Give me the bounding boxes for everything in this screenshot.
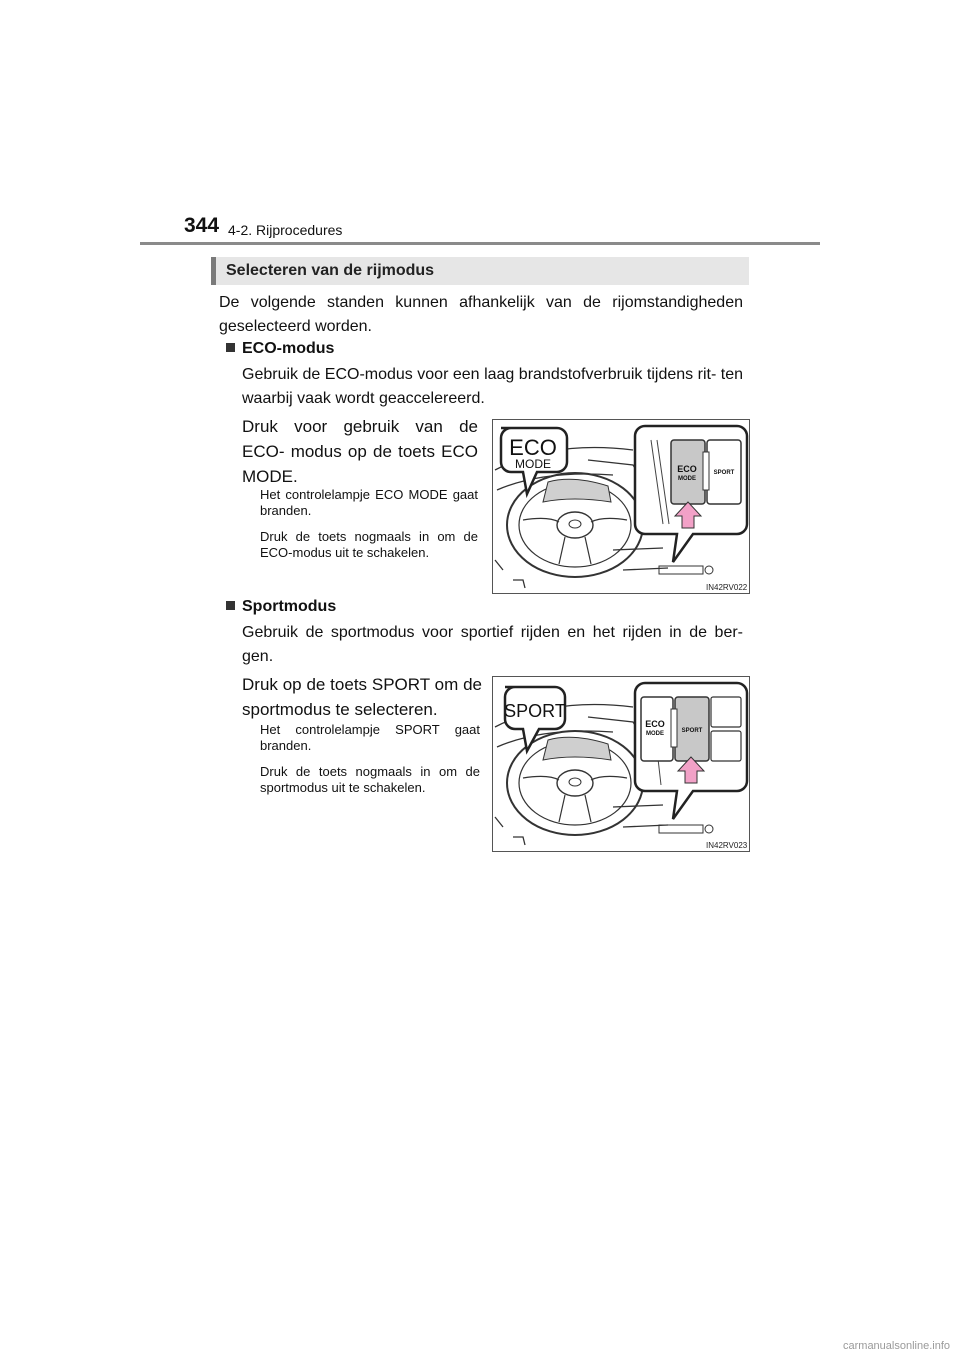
sport-mode-heading (226, 598, 336, 616)
eco-mode-heading-text: ECO-modus (242, 340, 335, 357)
header-divider (140, 242, 820, 245)
sport-button-label: SPORT (681, 728, 703, 734)
bullet-square-icon (226, 601, 235, 610)
sport-mode-description: Gebruik de sportmodus voor sportief rijden en het rijden in de ber- gen. (242, 624, 743, 665)
chapter-title: 4-2. Rijprocedures (228, 222, 343, 238)
watermark-logo: carmanualsonline.info (843, 1340, 951, 1352)
eco-button-label: ECO (645, 719, 665, 729)
sport-mode-illustration (492, 676, 750, 852)
sport-illustration-code: IN42RV023 (706, 841, 748, 850)
sport-mode-instruction: Druk op de toets SPORT om de sportmodus te selecteren. (242, 675, 482, 719)
eco-dashboard-drawing (493, 420, 749, 593)
sport-mode-heading-text: Sportmodus (242, 598, 337, 615)
eco-button-sublabel: MODE (646, 731, 664, 737)
callout-eco-label: ECO (509, 435, 557, 460)
callout-sport-label: SPORT (504, 701, 566, 721)
bullet-square-icon (226, 343, 235, 352)
sport-button-label: SPORT (713, 470, 735, 476)
callout-mode-label: MODE (515, 457, 551, 471)
eco-illustration-code: IN42RV022 (706, 583, 748, 592)
section-title: Selecteren van de rijmodus (226, 262, 435, 279)
page-number: 344 (184, 214, 220, 237)
eco-mode-illustration (492, 419, 750, 594)
sport-mode-note-2: Druk de toets nogmaals in om de sportmodus uit te schakelen. (260, 764, 480, 795)
eco-mode-heading (226, 340, 334, 358)
sport-dashboard-drawing (493, 677, 749, 851)
eco-mode-description: Gebruik de ECO-modus voor een laag brandstofverbruik tijdens rit- ten waarbij vaak wordt geaccelereerd. (242, 366, 743, 407)
eco-mode-instruction: Druk voor gebruik van de ECO- modus op de toets ECO MODE. (242, 417, 478, 486)
section-header (211, 257, 749, 285)
eco-button-label: ECO (677, 464, 697, 474)
eco-button-sublabel: MODE (678, 476, 696, 482)
eco-mode-note-2: Druk de toets nogmaals in om de ECO-modus uit te schakelen. (260, 529, 478, 560)
intro-paragraph: De volgende standen kunnen afhankelijk van de rijomstandigheden geselecteerd worden. (219, 294, 743, 335)
eco-mode-note-1: Het controlelampje ECO MODE gaat branden. (260, 487, 478, 518)
sport-mode-note-1: Het controlelampje SPORT gaat branden. (260, 722, 480, 753)
